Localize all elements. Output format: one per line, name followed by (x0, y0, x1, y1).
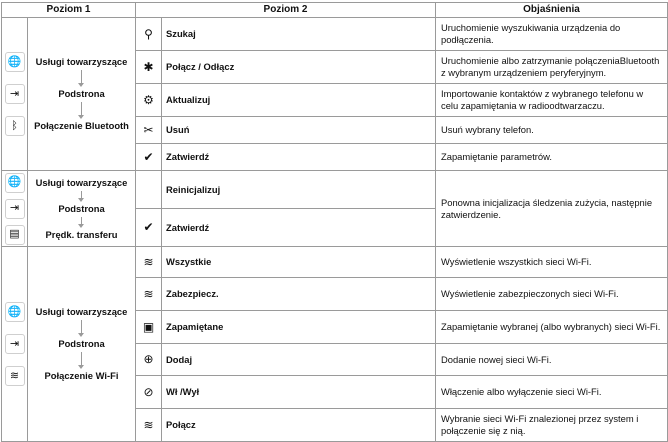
bluetooth-connect-icon: ✱ (143, 59, 154, 74)
menu-item-reinit[interactable]: Reinicjalizuj (162, 171, 436, 209)
explain-search: Uruchomienie wyszukiwania urządzenia do podłączenia. (436, 18, 668, 51)
delete-phone-icon: ✂ (143, 122, 154, 137)
transfer-rate-icon: ▤ (5, 225, 25, 245)
table-row (2, 171, 668, 209)
checkmark-icon: ✔ (143, 220, 154, 234)
header-level1: Poziom 1 (2, 3, 136, 18)
explain-connect: Uruchomienie albo zatrzymanie połączeniaBluetooth z wybranym urządzeniem peryferyjnym. (436, 51, 668, 84)
explain-secure: Wyświetlenie zabezpieczonych sieci Wi-Fi. (436, 278, 668, 311)
level1-services: Usługi towarzyszące (35, 56, 128, 67)
explain-confirm: Zapamiętanie parametrów. (436, 144, 668, 171)
flow-arrow (81, 102, 82, 116)
header-row (2, 3, 668, 18)
menu-item-connect[interactable]: Połącz / Odłącz (162, 51, 436, 84)
section2-icons (2, 171, 28, 247)
explain-saved: Zapamiętanie wybranej (albo wybranych) sieci Wi-Fi. (436, 311, 668, 344)
bluetooth-search-icon: ⚲ (144, 26, 153, 41)
flow-arrow (81, 217, 82, 225)
level1-wifi: Połączenie Wi-Fi (44, 370, 119, 381)
table-row (2, 247, 668, 278)
section3-icons (2, 247, 28, 442)
explain-delete: Usuń wybrany telefon. (436, 117, 668, 144)
level1-services: Usługi towarzyszące (35, 176, 128, 188)
menu-item-saved[interactable]: Zapamiętane (162, 311, 436, 344)
menu-item-toggle[interactable]: Wł /Wył (162, 376, 436, 409)
connected-services-icon: 🌐 (5, 302, 25, 322)
menu-item-secure[interactable]: Zabezpiecz. (162, 278, 436, 311)
level1-bluetooth: Połączenie Bluetooth (34, 120, 129, 131)
save-icon: ▣ (142, 319, 155, 334)
connected-services-icon: 🌐 (5, 52, 25, 72)
level1-services: Usługi towarzyszące (35, 306, 128, 317)
menu-item-confirm-2[interactable]: Zatwierdź (162, 209, 436, 247)
level1-subpage: Podstrona (58, 88, 105, 99)
wifi-icon: ≋ (143, 254, 154, 269)
flow-arrow (81, 191, 82, 199)
section3-level1 (28, 247, 136, 442)
subpage-icon: ⇥ (5, 84, 25, 104)
menu-item-all[interactable]: Wszystkie (162, 247, 436, 278)
menu-item-connect-wifi[interactable]: Połącz (162, 409, 436, 442)
level1-subpage: Podstrona (58, 338, 105, 349)
bluetooth-icon: ᛒ (5, 116, 25, 136)
connected-services-icon: 🌐 (5, 173, 25, 193)
flow-arrow (81, 70, 82, 84)
menu-item-confirm[interactable]: Zatwierdź (162, 144, 436, 171)
level1-subpage: Podstrona (58, 202, 105, 214)
wifi-secure-icon: ≋ (143, 286, 154, 301)
section1-level1 (28, 18, 136, 171)
section1-icons (2, 18, 28, 171)
subpage-icon: ⇥ (5, 334, 25, 354)
flow-arrow (81, 352, 82, 366)
wifi-toggle-icon: ⊘ (143, 384, 154, 399)
wifi-connect-icon: ≋ (143, 417, 154, 432)
wifi-icon: ≋ (5, 366, 25, 386)
explain-add: Dodanie nowej sieci Wi-Fi. (436, 344, 668, 376)
explain-reinit: Ponowna inicjalizacja śledzenia zużycia, następnie zatwierdzenie. (436, 171, 668, 247)
menu-item-delete[interactable]: Usuń (162, 117, 436, 144)
settings-table (1, 2, 668, 442)
header-explain: Objaśnienia (436, 3, 668, 18)
checkmark-icon: ✔ (143, 149, 154, 164)
header-level2: Poziom 2 (136, 3, 436, 18)
explain-toggle: Włączenie albo wyłączenie sieci Wi-Fi. (436, 376, 668, 409)
subpage-icon: ⇥ (5, 199, 25, 219)
table-row (2, 18, 668, 51)
section2-level1 (28, 171, 136, 247)
explain-connect-wifi: Wybranie sieci Wi-Fi znalezionej przez system i połączenie się z nią. (436, 409, 668, 442)
explain-update: Importowanie kontaktów z wybranego telefonu w celu zapamiętania w radioodtwarzaczu. (436, 84, 668, 117)
menu-item-search[interactable]: Szukaj (162, 18, 436, 51)
flow-arrow (81, 320, 82, 334)
add-wifi-icon: ⊕ (143, 352, 154, 366)
level1-transfer-rate: Prędk. transferu (45, 228, 118, 240)
menu-item-update[interactable]: Aktualizuj (162, 84, 436, 117)
update-contacts-icon: ⚙ (143, 92, 154, 107)
explain-all: Wyświetlenie wszystkich sieci Wi-Fi. (436, 247, 668, 278)
menu-item-add[interactable]: Dodaj (162, 344, 436, 376)
